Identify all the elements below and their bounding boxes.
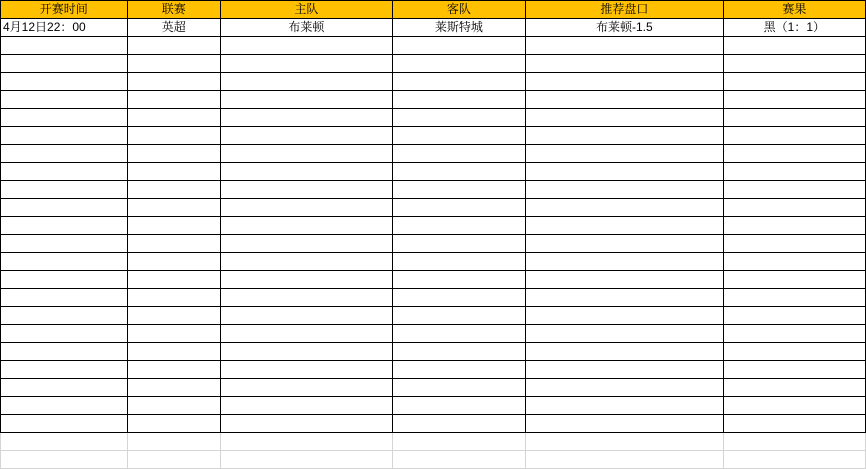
cell-empty[interactable] xyxy=(723,253,865,271)
sheet-row-blank xyxy=(1,451,866,469)
cell-empty[interactable] xyxy=(1,199,128,217)
cell-empty[interactable] xyxy=(221,379,393,397)
cell-empty[interactable] xyxy=(1,253,128,271)
cell-empty[interactable] xyxy=(392,307,525,325)
cell-empty[interactable] xyxy=(127,253,220,271)
cell-empty[interactable] xyxy=(525,253,723,271)
cell-empty[interactable] xyxy=(525,91,723,109)
column-header-recommended_handicap[interactable]: 推荐盘口 xyxy=(525,1,723,19)
cell-empty[interactable] xyxy=(127,145,220,163)
table-row-empty xyxy=(1,271,866,289)
cell-empty[interactable] xyxy=(525,235,723,253)
cell-empty[interactable] xyxy=(1,145,128,163)
cell-empty[interactable] xyxy=(1,271,128,289)
cell-empty[interactable] xyxy=(723,145,865,163)
cell-blank[interactable] xyxy=(127,433,220,451)
cell-empty[interactable] xyxy=(127,235,220,253)
table-row xyxy=(1,19,866,37)
cell-empty[interactable] xyxy=(525,379,723,397)
cell-empty[interactable] xyxy=(221,415,393,433)
cell-empty[interactable] xyxy=(392,271,525,289)
cell-home_team[interactable]: 布莱顿 xyxy=(221,19,393,37)
cell-empty[interactable] xyxy=(127,217,220,235)
cell-empty[interactable] xyxy=(723,397,865,415)
cell-empty[interactable] xyxy=(127,379,220,397)
column-header-away_team[interactable]: 客队 xyxy=(392,1,525,19)
cell-empty[interactable] xyxy=(525,55,723,73)
cell-empty[interactable] xyxy=(392,289,525,307)
cell-empty[interactable] xyxy=(525,73,723,91)
cell-empty[interactable] xyxy=(221,271,393,289)
cell-empty[interactable] xyxy=(127,289,220,307)
table-row-empty xyxy=(1,325,866,343)
cell-empty[interactable] xyxy=(723,73,865,91)
cell-empty[interactable] xyxy=(1,91,128,109)
cell-empty[interactable] xyxy=(127,181,220,199)
cell-empty[interactable] xyxy=(525,217,723,235)
table-row-empty xyxy=(1,145,866,163)
table-row-empty xyxy=(1,55,866,73)
cell-empty[interactable] xyxy=(221,55,393,73)
cell-empty[interactable] xyxy=(392,37,525,55)
cell-empty[interactable] xyxy=(392,91,525,109)
cell-empty[interactable] xyxy=(221,145,393,163)
cell-empty[interactable] xyxy=(392,145,525,163)
cell-empty[interactable] xyxy=(1,37,128,55)
column-header-home_team[interactable]: 主队 xyxy=(221,1,393,19)
cell-empty[interactable] xyxy=(723,217,865,235)
table-row-empty xyxy=(1,379,866,397)
table-row-empty xyxy=(1,181,866,199)
cell-empty[interactable] xyxy=(723,361,865,379)
cell-empty[interactable] xyxy=(723,109,865,127)
cell-empty[interactable] xyxy=(525,145,723,163)
cell-empty[interactable] xyxy=(1,235,128,253)
table-row-empty xyxy=(1,127,866,145)
cell-empty[interactable] xyxy=(392,55,525,73)
column-header-league[interactable]: 联赛 xyxy=(127,1,220,19)
cell-empty[interactable] xyxy=(221,253,393,271)
cell-empty[interactable] xyxy=(525,289,723,307)
cell-empty[interactable] xyxy=(723,325,865,343)
table-row-empty xyxy=(1,73,866,91)
cell-empty[interactable] xyxy=(525,181,723,199)
cell-blank[interactable] xyxy=(392,433,525,451)
cell-empty[interactable] xyxy=(723,307,865,325)
cell-empty[interactable] xyxy=(392,199,525,217)
cell-empty[interactable] xyxy=(723,37,865,55)
table-row-empty xyxy=(1,307,866,325)
cell-empty[interactable] xyxy=(127,109,220,127)
cell-empty[interactable] xyxy=(392,343,525,361)
cell-empty[interactable] xyxy=(1,343,128,361)
cell-blank[interactable] xyxy=(525,451,723,469)
table-row-empty xyxy=(1,199,866,217)
cell-empty[interactable] xyxy=(221,199,393,217)
cell-blank[interactable] xyxy=(221,433,393,451)
cell-away_team[interactable]: 莱斯特城 xyxy=(392,19,525,37)
cell-empty[interactable] xyxy=(127,163,220,181)
cell-empty[interactable] xyxy=(392,217,525,235)
cell-empty[interactable] xyxy=(392,109,525,127)
cell-empty[interactable] xyxy=(1,397,128,415)
cell-empty[interactable] xyxy=(525,163,723,181)
cell-empty[interactable] xyxy=(127,73,220,91)
cell-empty[interactable] xyxy=(221,91,393,109)
cell-empty[interactable] xyxy=(221,397,393,415)
table-row-empty xyxy=(1,163,866,181)
table-row-empty xyxy=(1,235,866,253)
cell-empty[interactable] xyxy=(525,37,723,55)
cell-league[interactable]: 英超 xyxy=(127,19,220,37)
cell-empty[interactable] xyxy=(525,199,723,217)
cell-result[interactable]: 黑（1：1） xyxy=(723,19,865,37)
cell-empty[interactable] xyxy=(221,181,393,199)
cell-empty[interactable] xyxy=(525,415,723,433)
cell-empty[interactable] xyxy=(723,55,865,73)
cell-empty[interactable] xyxy=(221,109,393,127)
cell-empty[interactable] xyxy=(127,55,220,73)
cell-empty[interactable] xyxy=(221,343,393,361)
cell-empty[interactable] xyxy=(127,91,220,109)
table-header-row xyxy=(1,1,866,19)
table-row-empty xyxy=(1,217,866,235)
cell-empty[interactable] xyxy=(392,379,525,397)
cell-empty[interactable] xyxy=(392,397,525,415)
cell-empty[interactable] xyxy=(723,127,865,145)
cell-blank[interactable] xyxy=(221,451,393,469)
cell-empty[interactable] xyxy=(723,199,865,217)
cell-empty[interactable] xyxy=(392,127,525,145)
cell-empty[interactable] xyxy=(525,109,723,127)
cell-empty[interactable] xyxy=(525,307,723,325)
cell-empty[interactable] xyxy=(525,127,723,145)
cell-empty[interactable] xyxy=(723,163,865,181)
cell-empty[interactable] xyxy=(723,415,865,433)
table-row-empty xyxy=(1,253,866,271)
cell-empty[interactable] xyxy=(221,37,393,55)
cell-recommended_handicap[interactable]: 布莱顿-1.5 xyxy=(525,19,723,37)
table-row-empty xyxy=(1,361,866,379)
cell-empty[interactable] xyxy=(127,325,220,343)
cell-empty[interactable] xyxy=(127,127,220,145)
cell-blank[interactable] xyxy=(525,433,723,451)
cell-blank[interactable] xyxy=(1,451,128,469)
cell-empty[interactable] xyxy=(1,181,128,199)
table-row-empty xyxy=(1,289,866,307)
cell-empty[interactable] xyxy=(221,361,393,379)
cell-empty[interactable] xyxy=(127,361,220,379)
table-row-empty xyxy=(1,109,866,127)
cell-empty[interactable] xyxy=(221,289,393,307)
cell-blank[interactable] xyxy=(392,451,525,469)
cell-empty[interactable] xyxy=(1,127,128,145)
cell-empty[interactable] xyxy=(392,361,525,379)
table-row-empty xyxy=(1,91,866,109)
cell-start_time[interactable]: 4月12日22：00 xyxy=(1,19,128,37)
cell-empty[interactable] xyxy=(127,37,220,55)
column-header-start_time[interactable]: 开赛时间 xyxy=(1,1,128,19)
cell-empty[interactable] xyxy=(221,127,393,145)
cell-empty[interactable] xyxy=(1,325,128,343)
cell-empty[interactable] xyxy=(392,73,525,91)
cell-empty[interactable] xyxy=(1,73,128,91)
cell-empty[interactable] xyxy=(392,163,525,181)
cell-empty[interactable] xyxy=(1,163,128,181)
cell-empty[interactable] xyxy=(221,217,393,235)
table-row-empty xyxy=(1,415,866,433)
cell-empty[interactable] xyxy=(127,343,220,361)
cell-empty[interactable] xyxy=(392,235,525,253)
cell-empty[interactable] xyxy=(1,415,128,433)
cell-empty[interactable] xyxy=(221,325,393,343)
cell-blank[interactable] xyxy=(723,433,865,451)
cell-empty[interactable] xyxy=(525,343,723,361)
cell-empty[interactable] xyxy=(127,415,220,433)
cell-empty[interactable] xyxy=(723,181,865,199)
cell-empty[interactable] xyxy=(392,325,525,343)
cell-blank[interactable] xyxy=(1,433,128,451)
column-header-result[interactable]: 赛果 xyxy=(723,1,865,19)
cell-empty[interactable] xyxy=(723,343,865,361)
cell-empty[interactable] xyxy=(723,271,865,289)
cell-empty[interactable] xyxy=(221,163,393,181)
cell-empty[interactable] xyxy=(1,109,128,127)
table-row-empty xyxy=(1,343,866,361)
cell-empty[interactable] xyxy=(127,397,220,415)
cell-empty[interactable] xyxy=(1,307,128,325)
cell-empty[interactable] xyxy=(392,181,525,199)
cell-empty[interactable] xyxy=(127,271,220,289)
cell-empty[interactable] xyxy=(221,73,393,91)
cell-empty[interactable] xyxy=(723,235,865,253)
cell-empty[interactable] xyxy=(127,307,220,325)
cell-empty[interactable] xyxy=(525,397,723,415)
cell-empty[interactable] xyxy=(1,55,128,73)
table-row-empty xyxy=(1,37,866,55)
table-row-empty xyxy=(1,397,866,415)
cell-empty[interactable] xyxy=(1,217,128,235)
cell-empty[interactable] xyxy=(127,199,220,217)
cell-empty[interactable] xyxy=(1,361,128,379)
cell-blank[interactable] xyxy=(127,451,220,469)
cell-empty[interactable] xyxy=(723,91,865,109)
cell-empty[interactable] xyxy=(525,361,723,379)
cell-empty[interactable] xyxy=(723,379,865,397)
cell-blank[interactable] xyxy=(723,451,865,469)
cell-empty[interactable] xyxy=(1,379,128,397)
cell-empty[interactable] xyxy=(392,253,525,271)
cell-empty[interactable] xyxy=(723,289,865,307)
cell-empty[interactable] xyxy=(392,415,525,433)
cell-empty[interactable] xyxy=(525,325,723,343)
cell-empty[interactable] xyxy=(1,289,128,307)
cell-empty[interactable] xyxy=(525,271,723,289)
cell-empty[interactable] xyxy=(221,307,393,325)
sheet-row-blank xyxy=(1,433,866,451)
cell-empty[interactable] xyxy=(221,235,393,253)
